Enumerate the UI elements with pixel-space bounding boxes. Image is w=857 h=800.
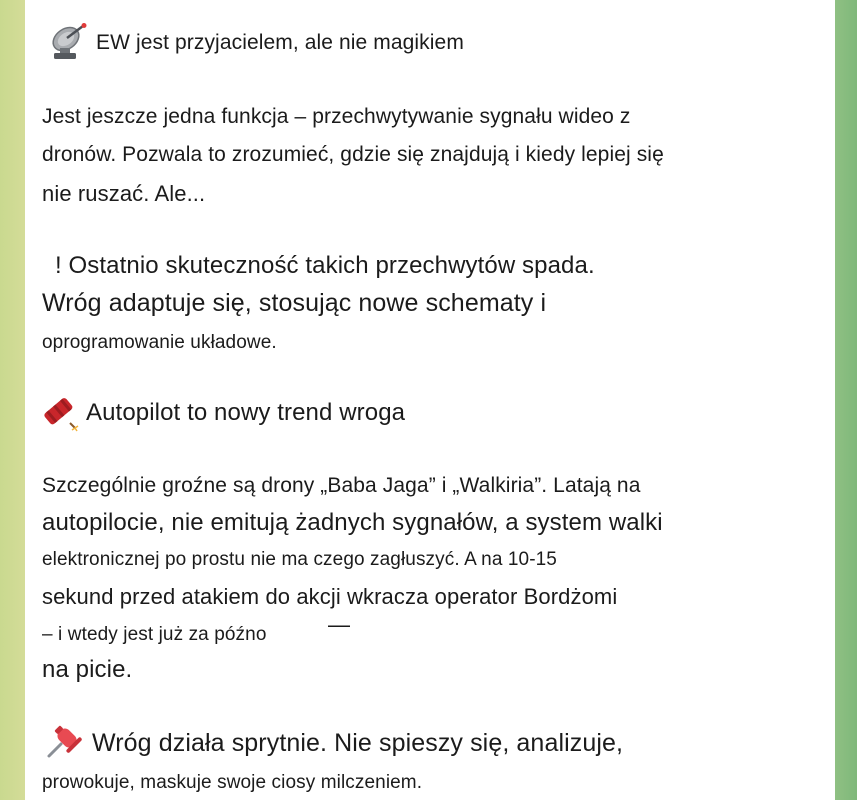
message-line: Jest jeszcze jedna funkcja – przechwytywanie sygnału wideo z <box>42 105 631 128</box>
section-heading: Autopilot to nowy trend wroga <box>86 399 406 426</box>
message-line: Szczególnie groźne są drony „Baba Jaga” i „Walkiria”. Latają na <box>42 474 641 497</box>
message-line: nie ruszać. Ale... <box>42 181 206 206</box>
message-line: na picie. <box>42 656 133 683</box>
section-heading: EW jest przyjacielem, ale nie magikiem <box>96 31 464 54</box>
message-line: Wróg adaptuje się, stosując nowe schematy i <box>42 289 547 317</box>
section-heading: Wróg działa sprytnie. Nie spieszy się, analizuje, <box>92 729 624 757</box>
message-line: autopilocie, nie emitują żadnych sygnałów, a system walki <box>42 509 663 536</box>
message-line: elektronicznej po prostu nie ma czego zagłuszyć. A na 10-15 <box>42 549 557 570</box>
satellite-antenna-icon <box>47 22 89 62</box>
pushpin-icon <box>43 722 83 762</box>
message-line: oprogramowanie układowe. <box>42 332 277 353</box>
message-line: – i wtedy jest już za późno <box>42 624 267 645</box>
firecracker-icon <box>39 390 81 432</box>
message-line: sekund przed atakiem do akcji wkracza operator Bordżomi <box>42 584 618 609</box>
dash-mark: — <box>328 612 351 637</box>
section-heading: ! Ostatnio skuteczność takich przechwytów spada. <box>55 252 595 279</box>
message-bubble <box>25 0 835 800</box>
message-line: dronów. Pozwala to zrozumieć, gdzie się znajdują i kiedy lepiej się <box>42 143 664 166</box>
message-line: prowokuje, maskuje swoje ciosy milczeniem. <box>42 772 423 793</box>
